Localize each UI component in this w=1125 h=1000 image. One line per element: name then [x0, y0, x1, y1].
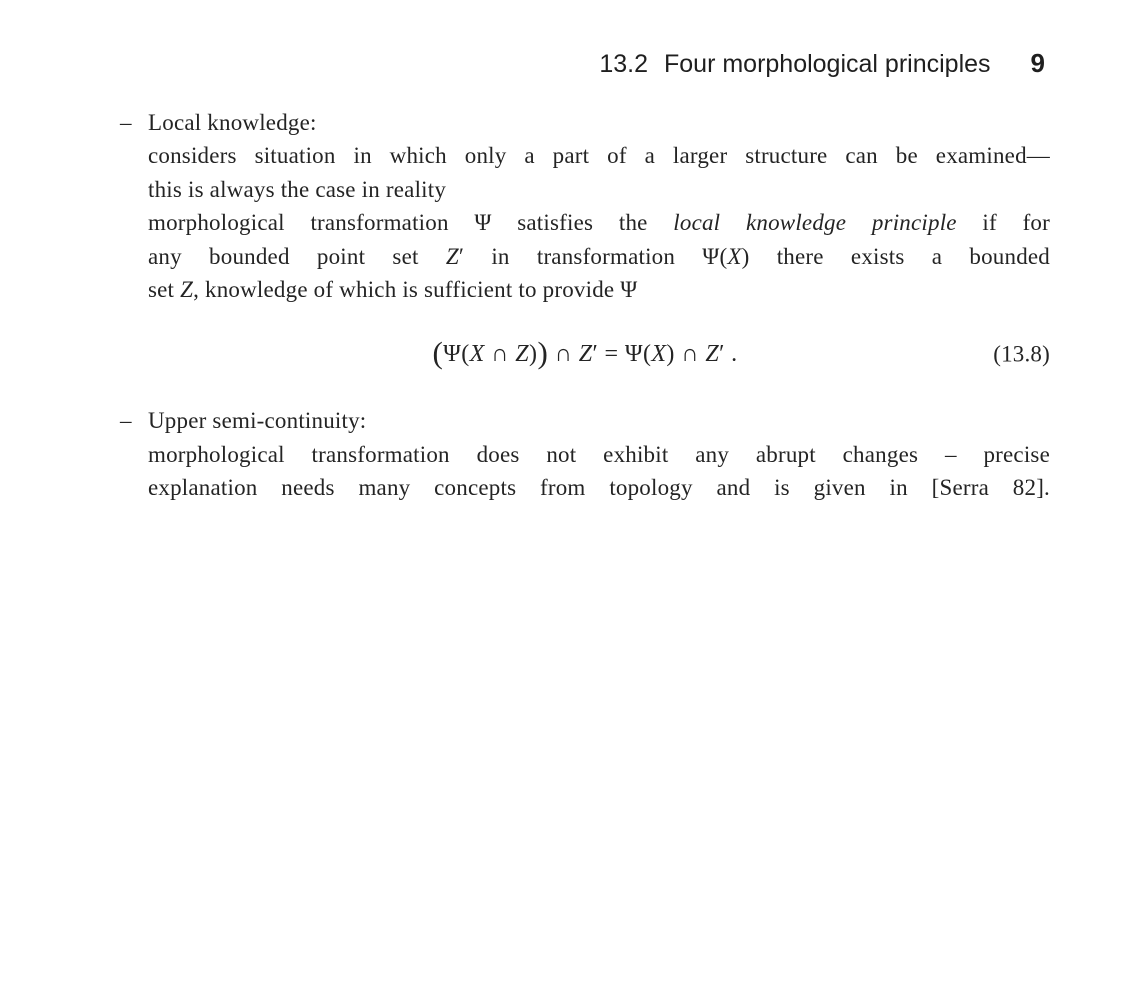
section-number: 13.2 [599, 50, 648, 78]
running-header [0, 0, 1125, 79]
equation: (Ψ(X ∩ Z)) ∩ Z′ = Ψ(X) ∩ Z′ . [432, 334, 738, 370]
text-line: any bounded point set Z′ in transformation Ψ(X) there exists a bounded [148, 243, 1051, 269]
text-line: morphological transformation does not exhibit any abrupt changes – precise [148, 441, 1050, 467]
equation-number: (13.8) [993, 341, 1050, 367]
text-line: morphological transformation Ψ satisfies the local knowledge principle if for [148, 210, 1050, 236]
text-line: explanation needs many concepts from topology and is given in [Serra 82]. [148, 475, 1050, 501]
text-line: this is always the case in reality [148, 176, 447, 202]
list-item-local-knowledge [120, 106, 1050, 306]
item-dash-marker: – [120, 408, 132, 434]
section-title: Four morphological principles [663, 50, 991, 78]
item-heading: Upper semi-continuity: [148, 408, 367, 434]
list-item-upper-semi-continuity [120, 404, 1050, 504]
text-line: considers situation in which only a part of a larger structure can be examined— [148, 143, 1050, 169]
page-number: 9 [1030, 48, 1045, 78]
equation-row [120, 326, 1050, 382]
page-content [120, 106, 1050, 505]
item-heading: Local knowledge: [148, 110, 317, 135]
text-line: set Z, knowledge of which is sufficient to provide Ψ [148, 277, 638, 303]
item-dash-marker: – [120, 110, 132, 135]
